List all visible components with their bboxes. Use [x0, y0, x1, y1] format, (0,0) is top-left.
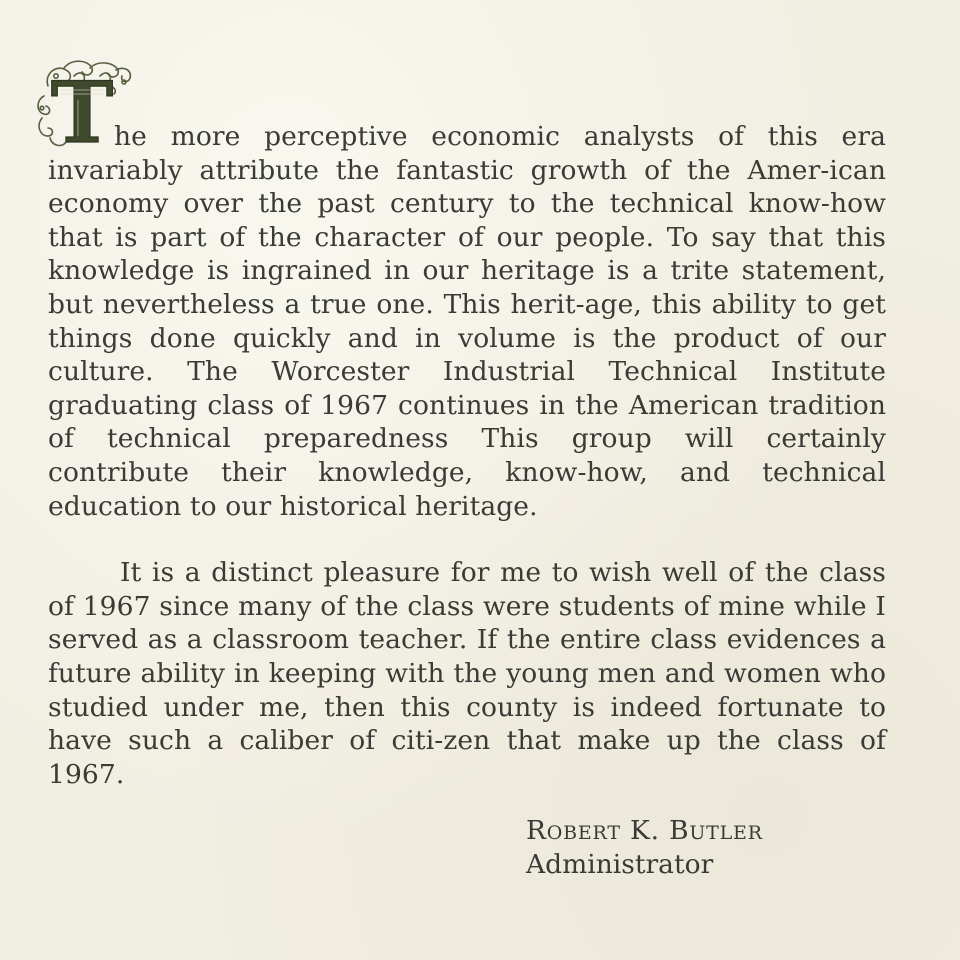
letter-paragraph-2: It is a distinct pleasure for me to wish well of the class of 1967 since many of the class were students of mine while I served as a classroom teacher. If the entire class evidences a future ability in keeping with the young men and women who studied under me, then this county is indeed fortunate to have such a caliber of citi-zen that make up the class of 1967. — [48, 557, 886, 790]
signature-title: Administrator — [526, 848, 714, 880]
signature-name: Robert K. Butler — [526, 815, 763, 846]
letter-body — [48, 120, 886, 791]
drop-cap-letter: T — [50, 63, 114, 152]
signature-block — [526, 814, 763, 881]
letter-paragraph-1: he more perceptive economic analysts of this era invariably attribute the fantastic growth of the Amer-ican economy over the past century to the technical know-how that is part of the character of our people. To say that this knowledge is ingrained in our heritage is a trite statement, but nevertheless a true one. This herit-age, this ability to get things done quickly and in volume is the product of our culture. The Worcester Industrial Technical Institute graduating class of 1967 continues in the American tradition of technical preparedness This group will certainly contribute their knowledge, know-how, and technical education to our historical heritage. — [48, 121, 886, 522]
